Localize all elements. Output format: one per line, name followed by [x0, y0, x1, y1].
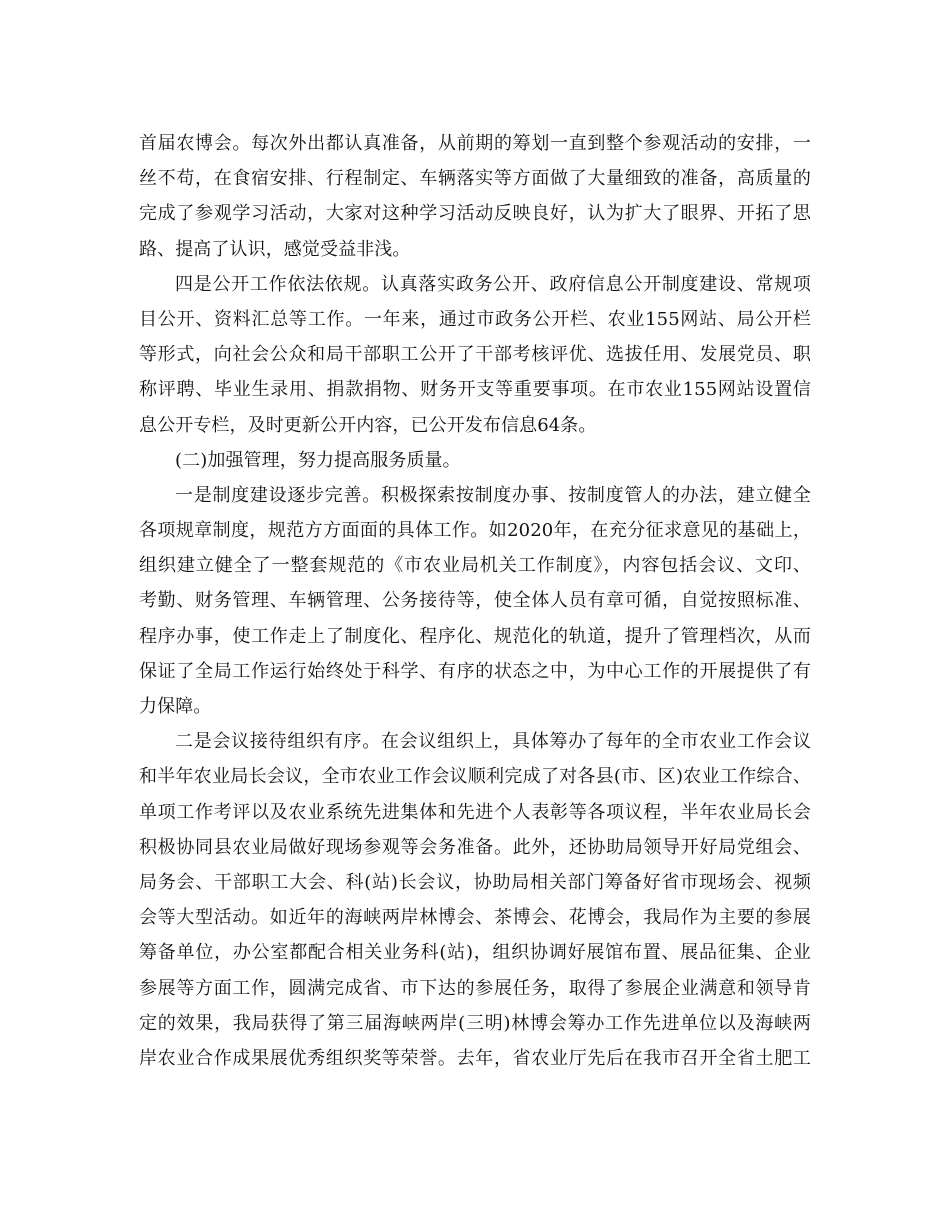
text-line: 称评聘、毕业生录用、捐款捐物、财务开支等重要事项。在市农业155网站设置信	[139, 379, 811, 401]
text-line: 首届农博会。每次外出都认真准备，从前期的筹划一直到整个参观活动的安排，一	[139, 133, 811, 154]
text-line: 局务会、干部职工大会、科(站)长会议，协助局相关部门筹备好省市现场会、视频	[139, 871, 811, 893]
text-line: 路、提高了认识，感觉受益非浅。	[139, 238, 411, 260]
text-line: 各项规章制度，规范方方面面的具体工作。如2020年，在充分征求意见的基础上，	[139, 520, 811, 542]
text-line: 完成了参观学习活动，大家对这种学习活动反映良好，认为扩大了眼界、开拓了思	[139, 203, 811, 225]
text-line: 考勤、财务管理、车辆管理、公务接待等，使全体人员有章可循，自觉按照标准、	[139, 590, 811, 612]
text-line: 积极协同县农业局做好现场参观等会务准备。此外，还协助局领导开好局党组会、	[139, 836, 811, 858]
text-line: 和半年农业局长会议，全市农业工作会议顺利完成了对各县(市、区)农业工作综合、	[139, 766, 811, 788]
document-body	[139, 126, 811, 1076]
text-line: 息公开专栏，及时更新公开内容，已公开发布信息64条。	[139, 414, 597, 436]
text-line: 岸农业合作成果展优秀组织奖等荣誉。去年，省农业厅先后在我市召开全省土肥工	[139, 1047, 811, 1069]
text-line: 保证了全局工作运行始终处于科学、有序的状态之中，为中心工作的开展提供了有	[139, 660, 811, 682]
text-line: 参展等方面工作，圆满完成省、市下达的参展任务，取得了参展企业满意和领导肯	[139, 977, 811, 999]
text-line: 组织建立健全了一整套规范的《市农业局机关工作制度》，内容包括会议、文印、	[139, 555, 811, 577]
text-line: 一是制度建设逐步完善。积极探索按制度办事、按制度管人的办法，建立健全	[175, 484, 811, 506]
text-line: 二是会议接待组织有序。在会议组织上，具体筹办了每年的全市农业工作会议	[175, 731, 811, 753]
text-line: 会等大型活动。如近年的海峡两岸林博会、茶博会、花博会，我局作为主要的参展	[139, 907, 811, 929]
text-line: (二)加强管理，努力提高服务质量。	[175, 449, 461, 471]
text-line: 定的效果，我局获得了第三届海峡两岸(三明)林博会筹办工作先进单位以及海峡两	[139, 1012, 811, 1034]
text-line: 目公开、资料汇总等工作。一年来，通过市政务公开栏、农业155网站、局公开栏	[139, 308, 811, 330]
text-line: 单项工作考评以及农业系统先进集体和先进个人表彰等各项议程，半年农业局长会	[139, 801, 811, 823]
text-line: 力保障。	[139, 696, 212, 717]
text-line: 四是公开工作依法依规。认真落实政务公开、政府信息公开制度建设、常规项	[175, 273, 811, 295]
text-line: 筹备单位，办公室都配合相关业务科(站)，组织协调好展馆布置、展品征集、企业	[139, 942, 811, 964]
text-line: 丝不苟，在食宿安排、行程制定、车辆落实等方面做了大量细致的准备，高质量的	[139, 168, 811, 190]
text-line: 程序办事，使工作走上了制度化、程序化、规范化的轨道，提升了管理档次，从而	[139, 625, 811, 647]
text-line: 等形式，向社会公众和局干部职工公开了干部考核评优、选拔任用、发展党员、职	[139, 344, 811, 366]
